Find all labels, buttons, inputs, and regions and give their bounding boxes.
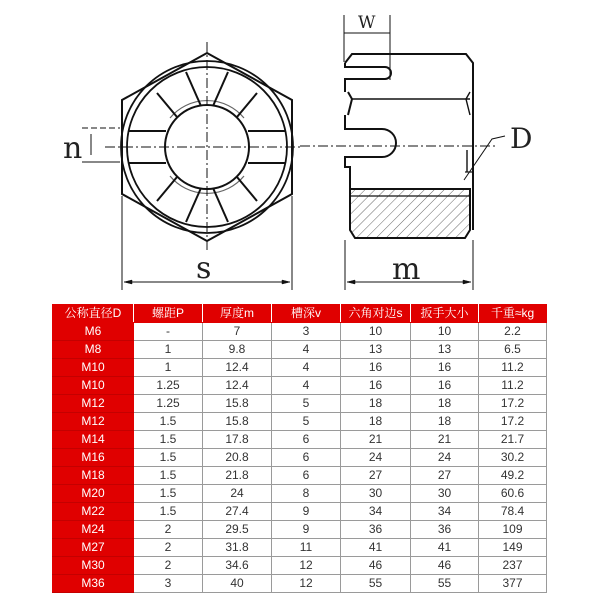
- table-row: [53, 395, 547, 413]
- value-cell: 21: [341, 431, 411, 449]
- value-cell: 18: [411, 395, 479, 413]
- side-view: [300, 15, 505, 290]
- value-cell: 1.25: [134, 395, 203, 413]
- value-cell: 4: [272, 377, 341, 395]
- size-cell: M14: [53, 431, 134, 449]
- value-cell: 17.8: [203, 431, 272, 449]
- value-cell: 1: [134, 341, 203, 359]
- value-cell: 24: [341, 449, 411, 467]
- table-row: [53, 413, 547, 431]
- value-cell: 21: [411, 431, 479, 449]
- value-cell: 16: [411, 359, 479, 377]
- castle-nut-spec-table: [52, 304, 547, 593]
- value-cell: 8: [272, 485, 341, 503]
- value-cell: 18: [411, 413, 479, 431]
- value-cell: 16: [341, 359, 411, 377]
- value-cell: 6: [272, 449, 341, 467]
- size-cell: M12: [53, 413, 134, 431]
- value-cell: 41: [411, 539, 479, 557]
- value-cell: 36: [411, 521, 479, 539]
- table-row: [53, 341, 547, 359]
- size-cell: M20: [53, 485, 134, 503]
- value-cell: 15.8: [203, 413, 272, 431]
- value-cell: 10: [411, 323, 479, 341]
- table-row: [53, 539, 547, 557]
- value-cell: 6.5: [479, 341, 547, 359]
- value-cell: 55: [341, 575, 411, 593]
- value-cell: 30.2: [479, 449, 547, 467]
- col-header-nominal-diameter: 公称直径D: [53, 305, 134, 323]
- value-cell: 16: [341, 377, 411, 395]
- value-cell: 13: [341, 341, 411, 359]
- table-row: [53, 323, 547, 341]
- value-cell: 34: [341, 503, 411, 521]
- value-cell: 27: [411, 467, 479, 485]
- value-cell: 9.8: [203, 341, 272, 359]
- value-cell: 60.6: [479, 485, 547, 503]
- dimension-label-d: D: [510, 122, 533, 155]
- value-cell: 15.8: [203, 395, 272, 413]
- size-cell: M22: [53, 503, 134, 521]
- value-cell: 4: [272, 341, 341, 359]
- value-cell: 12.4: [203, 359, 272, 377]
- value-cell: 40: [203, 575, 272, 593]
- col-header-wrench-size: 扳手大小: [411, 305, 479, 323]
- table-row: [53, 575, 547, 593]
- value-cell: 6: [272, 431, 341, 449]
- value-cell: 27.4: [203, 503, 272, 521]
- table-row: [53, 449, 547, 467]
- value-cell: 41: [341, 539, 411, 557]
- value-cell: 27: [341, 467, 411, 485]
- size-cell: M30: [53, 557, 134, 575]
- table-row: [53, 557, 547, 575]
- value-cell: 6: [272, 467, 341, 485]
- value-cell: 149: [479, 539, 547, 557]
- col-header-slot-depth: 槽深v: [272, 305, 341, 323]
- value-cell: 36: [341, 521, 411, 539]
- value-cell: 2: [134, 521, 203, 539]
- value-cell: 2: [134, 557, 203, 575]
- value-cell: 5: [272, 395, 341, 413]
- table-row: [53, 521, 547, 539]
- value-cell: 1.5: [134, 431, 203, 449]
- value-cell: 1.5: [134, 485, 203, 503]
- value-cell: 9: [272, 503, 341, 521]
- size-cell: M24: [53, 521, 134, 539]
- table-row: [53, 485, 547, 503]
- value-cell: 55: [411, 575, 479, 593]
- size-cell: M6: [53, 323, 134, 341]
- value-cell: 11.2: [479, 359, 547, 377]
- value-cell: 1.5: [134, 503, 203, 521]
- value-cell: -: [134, 323, 203, 341]
- value-cell: 20.8: [203, 449, 272, 467]
- value-cell: 12: [272, 575, 341, 593]
- size-cell: M10: [53, 377, 134, 395]
- value-cell: 21.7: [479, 431, 547, 449]
- table-row: [53, 467, 547, 485]
- value-cell: 17.2: [479, 413, 547, 431]
- value-cell: 377: [479, 575, 547, 593]
- value-cell: 9: [272, 521, 341, 539]
- value-cell: 10: [341, 323, 411, 341]
- value-cell: 78.4: [479, 503, 547, 521]
- value-cell: 46: [411, 557, 479, 575]
- value-cell: 30: [411, 485, 479, 503]
- value-cell: 12.4: [203, 377, 272, 395]
- dimension-label-m: m: [392, 252, 421, 287]
- value-cell: 30: [341, 485, 411, 503]
- value-cell: 4: [272, 359, 341, 377]
- value-cell: 5: [272, 413, 341, 431]
- value-cell: 2: [134, 539, 203, 557]
- value-cell: 1.5: [134, 467, 203, 485]
- value-cell: 11.2: [479, 377, 547, 395]
- size-cell: M36: [53, 575, 134, 593]
- dimension-label-w: W: [358, 13, 376, 33]
- size-cell: M18: [53, 467, 134, 485]
- col-header-weight: 千重≈kg: [479, 305, 547, 323]
- size-cell: M27: [53, 539, 134, 557]
- value-cell: 18: [341, 395, 411, 413]
- value-cell: 46: [341, 557, 411, 575]
- col-header-thickness: 厚度m: [203, 305, 272, 323]
- dimension-label-s: s: [196, 251, 212, 286]
- value-cell: 12: [272, 557, 341, 575]
- size-cell: M16: [53, 449, 134, 467]
- size-cell: M8: [53, 341, 134, 359]
- value-cell: 24: [203, 485, 272, 503]
- value-cell: 1.5: [134, 413, 203, 431]
- table-header-row: [53, 305, 547, 323]
- table-row: [53, 503, 547, 521]
- value-cell: 3: [272, 323, 341, 341]
- table-row: [53, 359, 547, 377]
- dimension-label-n: n: [63, 131, 83, 166]
- value-cell: 7: [203, 323, 272, 341]
- value-cell: 24: [411, 449, 479, 467]
- table-row: [53, 431, 547, 449]
- value-cell: 31.8: [203, 539, 272, 557]
- value-cell: 1.5: [134, 449, 203, 467]
- value-cell: 13: [411, 341, 479, 359]
- value-cell: 34: [411, 503, 479, 521]
- value-cell: 1: [134, 359, 203, 377]
- front-view: [82, 42, 302, 290]
- value-cell: 11: [272, 539, 341, 557]
- value-cell: 21.8: [203, 467, 272, 485]
- col-header-across-flats: 六角对边s: [341, 305, 411, 323]
- value-cell: 3: [134, 575, 203, 593]
- value-cell: 34.6: [203, 557, 272, 575]
- value-cell: 18: [341, 413, 411, 431]
- value-cell: 109: [479, 521, 547, 539]
- value-cell: 2.2: [479, 323, 547, 341]
- value-cell: 237: [479, 557, 547, 575]
- col-header-pitch: 螺距P: [134, 305, 203, 323]
- value-cell: 1.25: [134, 377, 203, 395]
- value-cell: 16: [411, 377, 479, 395]
- value-cell: 29.5: [203, 521, 272, 539]
- value-cell: 49.2: [479, 467, 547, 485]
- table-row: [53, 377, 547, 395]
- size-cell: M12: [53, 395, 134, 413]
- size-cell: M10: [53, 359, 134, 377]
- value-cell: 17.2: [479, 395, 547, 413]
